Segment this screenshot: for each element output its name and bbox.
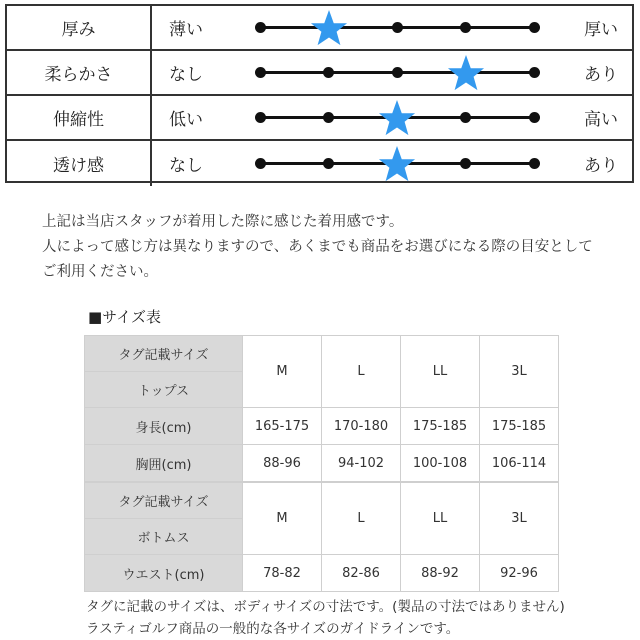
- feel-high-label: あり: [584, 156, 618, 176]
- size-table-bottoms: [84, 482, 559, 592]
- feel-scale: [252, 6, 542, 49]
- size-table-tops: [84, 335, 559, 482]
- table-cell: 100-108: [401, 445, 480, 482]
- footnote-line: タグに記載のサイズは、ボディサイズの寸法です。(製品の寸法ではありません): [86, 599, 565, 615]
- feel-low-label: なし: [169, 65, 203, 85]
- rating-star-icon: [310, 9, 348, 47]
- feel-rating-table: [5, 4, 634, 183]
- row-label: ウエスト(cm): [85, 555, 243, 592]
- tag-size-header: タグ記載サイズ: [85, 336, 243, 372]
- size-table-title: ■サイズ表: [88, 308, 161, 326]
- note-line: 人によって感じ方は異なりますので、あくまでも商品をお選びになる際の目安として: [42, 239, 593, 255]
- feel-low-label: 薄い: [169, 20, 203, 40]
- scale-dot: [255, 158, 266, 169]
- feel-attribute: 伸縮性: [7, 96, 152, 139]
- size-header: LL: [401, 483, 480, 555]
- feel-high-label: あり: [584, 65, 618, 85]
- table-row: [85, 408, 559, 445]
- usage-note: [42, 210, 622, 285]
- feel-attribute: 柔らかさ: [7, 51, 152, 94]
- category-label: ボトムス: [85, 519, 243, 555]
- table-cell: 165-175: [243, 408, 322, 445]
- feel-row-stretch: [7, 96, 632, 141]
- scale-dot: [529, 158, 540, 169]
- scale-dot: [460, 158, 471, 169]
- feel-scale: [252, 141, 542, 186]
- scale-dot: [323, 112, 334, 123]
- table-cell: 88-92: [401, 555, 480, 592]
- size-header: M: [243, 483, 322, 555]
- size-header: LL: [401, 336, 480, 408]
- row-label: 身長(cm): [85, 408, 243, 445]
- row-label: 胸囲(cm): [85, 445, 243, 482]
- table-cell: 106-114: [480, 445, 559, 482]
- feel-high-label: 高い: [584, 110, 618, 130]
- table-cell: 170-180: [322, 408, 401, 445]
- size-header: M: [243, 336, 322, 408]
- scale-dot: [255, 22, 266, 33]
- size-footnote: [86, 596, 565, 640]
- table-cell: 82-86: [322, 555, 401, 592]
- scale-dot: [392, 67, 403, 78]
- scale-dot: [323, 158, 334, 169]
- feel-row-softness: [7, 51, 632, 96]
- scale-dot: [460, 112, 471, 123]
- scale-dot: [529, 67, 540, 78]
- scale-dot: [255, 112, 266, 123]
- table-cell: 175-185: [480, 408, 559, 445]
- feel-attribute: 厚み: [7, 6, 152, 49]
- table-cell: 78-82: [243, 555, 322, 592]
- feel-attribute: 透け感: [7, 141, 152, 186]
- footnote-line: ラスティゴルフ商品の一般的な各サイズのガイドラインです。: [86, 621, 460, 637]
- feel-low-label: なし: [169, 156, 203, 176]
- rating-star-icon: [378, 145, 416, 183]
- tag-size-header: タグ記載サイズ: [85, 483, 243, 519]
- scale-dot: [529, 112, 540, 123]
- feel-row-thickness: [7, 6, 632, 51]
- table-cell: 94-102: [322, 445, 401, 482]
- table-row: [85, 445, 559, 482]
- table-cell: 175-185: [401, 408, 480, 445]
- rating-star-icon: [378, 99, 416, 137]
- scale-dot: [323, 67, 334, 78]
- table-cell: 92-96: [480, 555, 559, 592]
- scale-dot: [392, 22, 403, 33]
- size-header: L: [322, 336, 401, 408]
- size-header: L: [322, 483, 401, 555]
- scale-dot: [460, 22, 471, 33]
- note-line: ご利用ください。: [42, 264, 158, 280]
- feel-scale: [252, 51, 542, 94]
- table-cell: 88-96: [243, 445, 322, 482]
- feel-scale: [252, 96, 542, 139]
- category-label: トップス: [85, 372, 243, 408]
- table-row: [85, 555, 559, 592]
- feel-high-label: 厚い: [584, 20, 618, 40]
- rating-star-icon: [447, 54, 485, 92]
- size-header: 3L: [480, 336, 559, 408]
- size-header: 3L: [480, 483, 559, 555]
- feel-low-label: 低い: [169, 110, 203, 130]
- scale-dot: [255, 67, 266, 78]
- scale-dot: [529, 22, 540, 33]
- note-line: 上記は当店スタッフが着用した際に感じた着用感です。: [42, 214, 404, 230]
- feel-row-sheerness: [7, 141, 632, 186]
